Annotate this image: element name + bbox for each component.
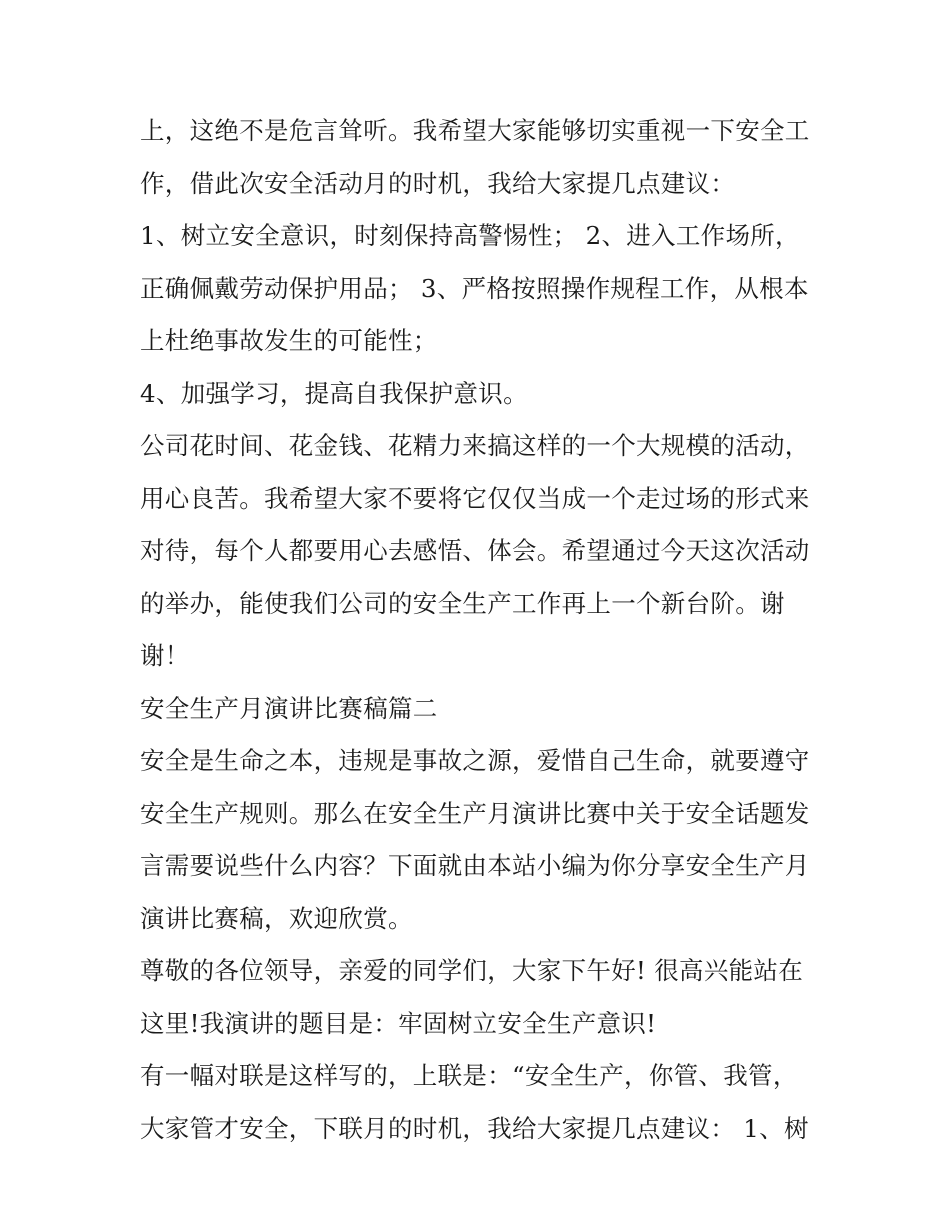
text-line: 大家管才安全，下联月的时机，我给大家提几点建议： 1、树 [140, 1113, 809, 1143]
text-line: 谢！ [140, 641, 190, 670]
text-line: 作，借此次安全活动月的时机，我给大家提几点建议： [140, 168, 736, 198]
text-line: 有一幅对联是这样写的，上联是：“安全生产，你管、我管， [140, 1061, 798, 1090]
text-line: 对待，每个人都要用心去感悟、体会。希望通过今天这次活动 [140, 536, 810, 565]
list-line: 1、树立安全意识，时刻保持高警惕性； 2、进入工作场所， [140, 221, 800, 250]
text-line: 上，这绝不是危言耸听。我希望大家能够切实重视一下安全工 [140, 116, 810, 145]
text-line: 言需要说些什么内容？下面就由本站小编为你分享安全生产月 [140, 851, 810, 880]
text-line: 公司花时间、花金钱、花精力来搞这样的一个大规模的活动， [140, 431, 810, 460]
text-line: 这里!我演讲的题目是：牢固树立安全生产意识! [140, 1008, 657, 1038]
list-line: 正确佩戴劳动保护用品； 3、严格按照操作规程工作，从根本 [140, 273, 809, 303]
text-line: 的举办，能使我们公司的安全生产工作再上一个新台阶。谢 [140, 588, 785, 618]
document-body [140, 105, 820, 1155]
text-line: 安全生产规则。那么在安全生产月演讲比赛中关于安全话题发 [140, 798, 810, 828]
list-line: 4、加强学习，提高自我保护意识。 [140, 378, 528, 408]
section-heading: 安全生产月演讲比赛稿篇二 [140, 693, 438, 723]
text-line: 尊敬的各位领导，亲爱的同学们，大家下午好! 很高兴能站在 [140, 956, 804, 985]
list-line: 上杜绝事故发生的可能性； [140, 326, 438, 355]
text-line: 用心良苦。我希望大家不要将它仅仅当成一个走过场的形式来 [140, 483, 810, 513]
text-line: 安全是生命之本，违规是事故之源，爱惜自己生命，就要遵守 [140, 746, 810, 775]
text-line: 演讲比赛稿，欢迎欣赏。 [140, 903, 413, 933]
